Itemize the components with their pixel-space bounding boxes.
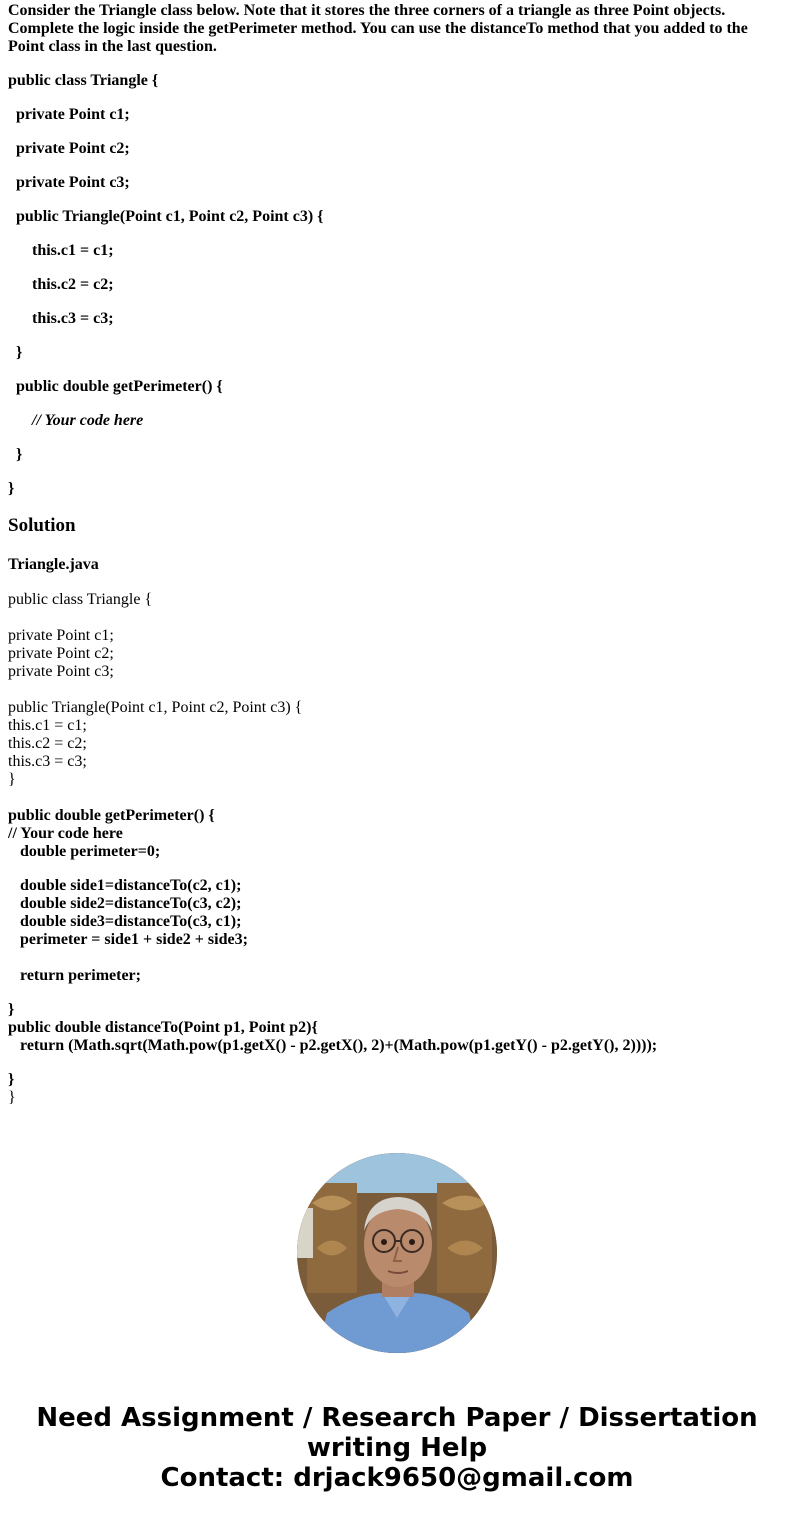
solution-code-line: double side1=distanceTo(c2, c1);: [8, 877, 242, 894]
question-code-line: this.c1 = c1;: [8, 242, 114, 259]
question-code-line: public double getPerimeter() {: [8, 378, 223, 395]
question-code-line: private Point c3;: [8, 174, 130, 191]
solution-code-line: // Your code here: [8, 825, 123, 842]
solution-code-line: double perimeter=0;: [8, 843, 161, 860]
solution-closing-brace: }: [8, 1089, 16, 1106]
portrait-illustration: [297, 1153, 497, 1353]
solution-code-line: double side2=distanceTo(c3, c2);: [8, 895, 242, 912]
solution-code-line: public double getPerimeter() {: [8, 807, 215, 824]
solution-code-line: public Triangle(Point c1, Point c2, Point c3) {: [8, 699, 303, 716]
promo-line-1: Need Assignment / Research Paper / Dissertation: [36, 1403, 758, 1433]
question-code-line: }: [8, 344, 23, 361]
author-avatar: [297, 1153, 497, 1353]
solution-code-line: public class Triangle {: [8, 591, 153, 608]
solution-code-line: return (Math.sqrt(Math.pow(p1.getX() - p2.getX(), 2)+(Math.pow(p1.getY() - p2.getY(), 2))));: [8, 1037, 658, 1054]
promo-line-2: writing Help: [306, 1433, 488, 1463]
solution-filename: Triangle.java: [8, 556, 99, 573]
question-code-line: public Triangle(Point c1, Point c2, Point c3) {: [8, 208, 324, 225]
solution-code-line: double side3=distanceTo(c3, c1);: [8, 913, 242, 930]
solution-code-line: perimeter = side1 + side2 + side3;: [8, 931, 248, 948]
solution-code-line: this.c1 = c1;: [8, 717, 87, 734]
solution-code-line: }: [8, 771, 16, 788]
question-code-line: }: [8, 480, 15, 497]
solution-code-line: private Point c1;: [8, 627, 114, 644]
promo-banner: [0, 1403, 794, 1493]
solution-code-line: this.c3 = c3;: [8, 753, 87, 770]
question-code-comment: // Your code here: [8, 412, 144, 429]
solution-code-line: return perimeter;: [8, 967, 141, 984]
solution-code-line: }: [8, 1001, 15, 1018]
solution-heading: Solution: [8, 515, 76, 536]
question-code-line: this.c3 = c3;: [8, 310, 114, 327]
solution-code-line: }: [8, 1071, 15, 1088]
solution-code-line: this.c2 = c2;: [8, 735, 87, 752]
question-code-line: public class Triangle {: [8, 72, 159, 89]
promo-contact: Contact: drjack9650@gmail.com: [160, 1463, 634, 1493]
question-code-line: private Point c1;: [8, 106, 130, 123]
question-code-line: private Point c2;: [8, 140, 130, 157]
solution-code-line: private Point c3;: [8, 663, 114, 680]
solution-code-line: private Point c2;: [8, 645, 114, 662]
question-text: Consider the Triangle class below. Note that it stores the three corners of a triangle as three Point objects. Complete the logic inside the getPerimeter method. You can use the distanceTo method that you added to the Point class in the last question.: [8, 2, 748, 55]
solution-code-line: public double distanceTo(Point p1, Point p2){: [8, 1019, 318, 1036]
question-code-line: }: [8, 446, 23, 463]
question-code-line: this.c2 = c2;: [8, 276, 114, 293]
